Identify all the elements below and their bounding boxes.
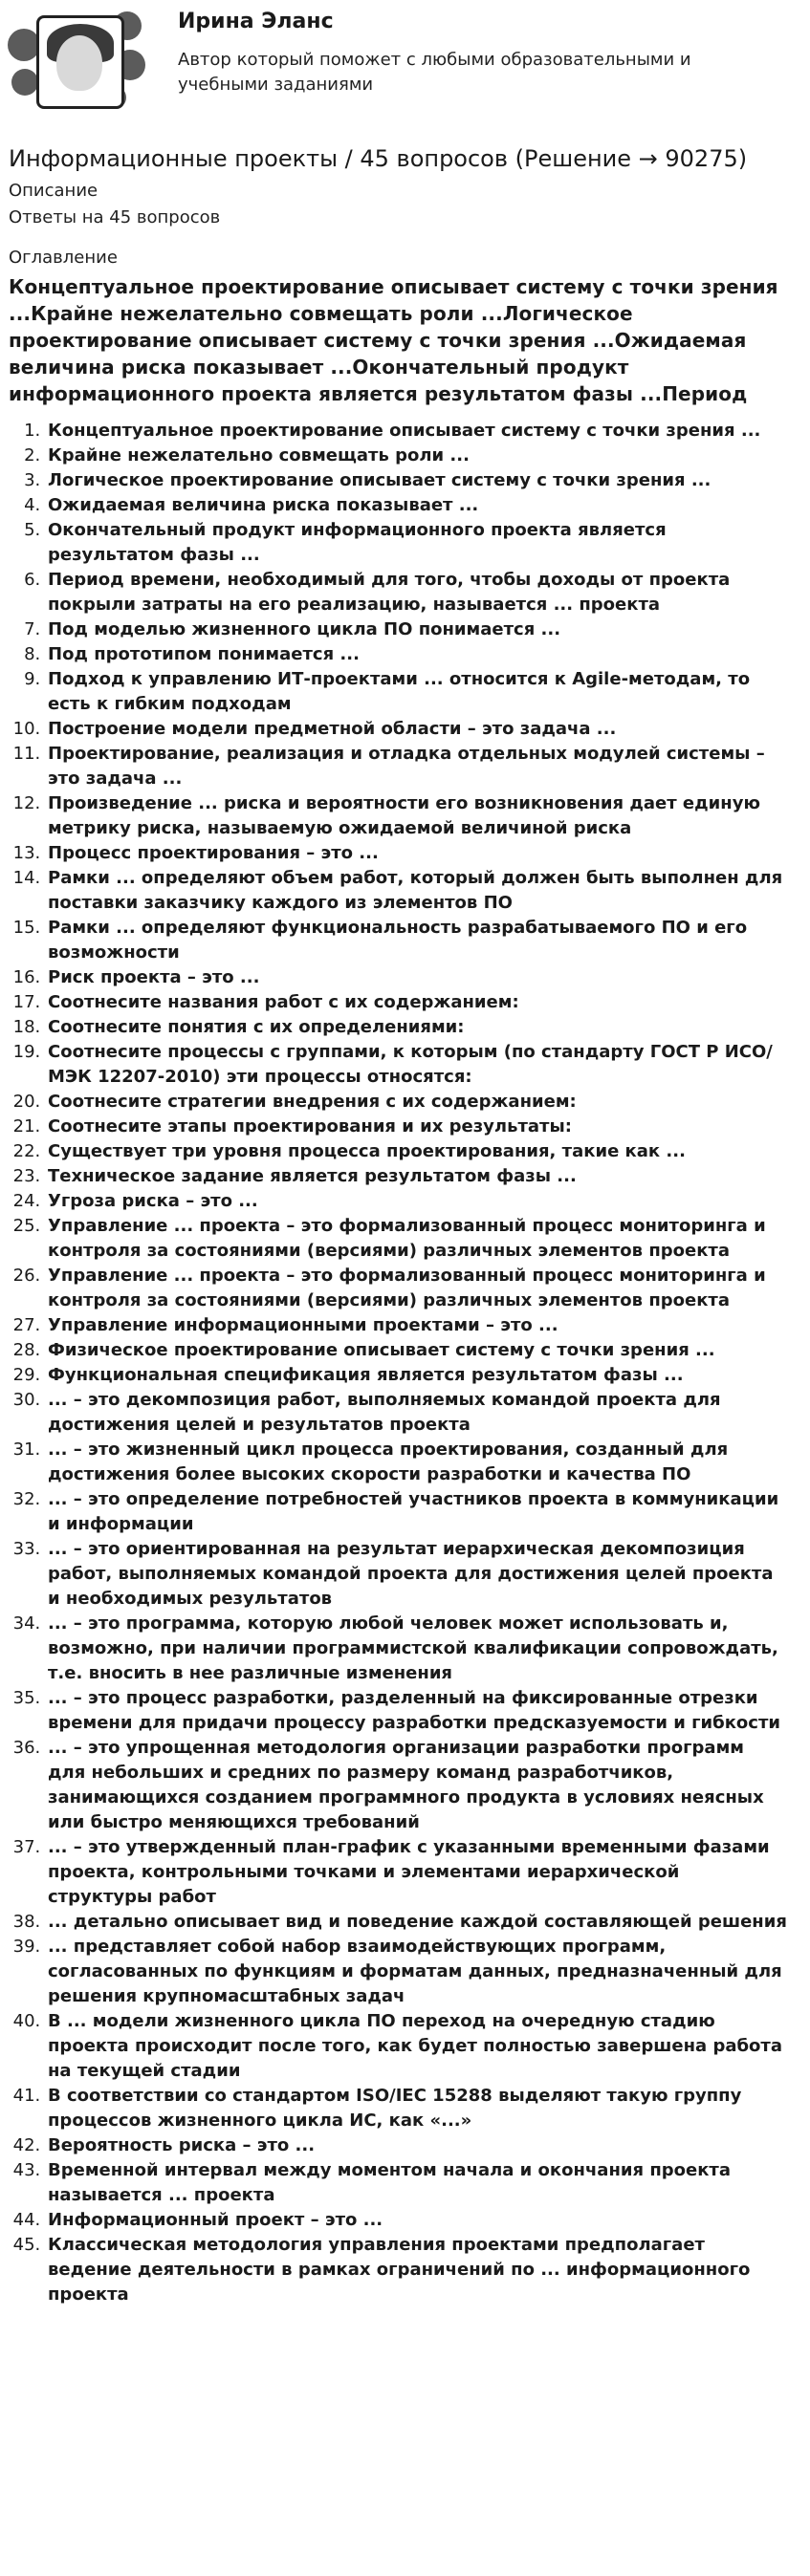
list-item: 37. ... – это утвержденный план-график с указанными временными фазами проекта, контрольными точками и элементами иерархической структуры работ	[46, 1835, 787, 1910]
toc-summary: Концептуальное проектирование описывает систему с точки зрения ...Крайне нежелательно совмещать роли ...Логическое проектирование описывает систему с точки зрения ...Ожидаемая величина риска показывает ...Окончательный продукт информационного проекта является результатом фазы ...Период	[9, 275, 778, 405]
list-item: 15. Рамки ... определяют функциональность разрабатываемого ПО и его возможности	[46, 916, 787, 965]
list-item: 18. Соотнесите понятия с их определениями:	[46, 1015, 787, 1040]
list-item: 10. Построение модели предметной области – это задача ...	[46, 717, 787, 742]
list-item: 40. В ... модели жизненного цикла ПО переход на очередную стадию проекта происходит после того, как будет полностью завершена работа на текущей стадии	[46, 2009, 787, 2084]
list-item: 33. ... – это ориентированная на результат иерархическая декомпозиция работ, выполняемых командой проекта для достижения целей проекта и необходимых результатов	[46, 1537, 787, 1612]
list-item: 34. ... – это программа, которую любой человек может использовать и, возможно, при наличии программистской квалификации сопровождать, т.е. вносить в нее различные изменения	[46, 1612, 787, 1686]
list-item: 31. ... – это жизненный цикл процесса проектирования, созданный для достижения более высоких скорости разработки и качества ПО	[46, 1438, 787, 1487]
author-description: Автор который поможет с любыми образовательными и учебными заданиями	[178, 50, 691, 95]
list-item: 43. Временной интервал между моментом начала и окончания проекта называется ... проекта	[46, 2158, 787, 2208]
list-item: 6. Период времени, необходимый для того, чтобы доходы от проекта покрыли затраты на его реализацию, называется ... проекта	[46, 568, 787, 617]
list-item: 45. Классическая методология управления проектами предполагает ведение деятельности в рамках ограничений по ... информационного проекта	[46, 2233, 787, 2307]
list-item: 16. Риск проекта – это ...	[46, 965, 787, 990]
list-item: 8. Под прототипом понимается ...	[46, 642, 787, 667]
list-item: 21. Соотнесите этапы проектирования и их результаты:	[46, 1115, 787, 1139]
list-item: 28. Физическое проектирование описывает систему с точки зрения ...	[46, 1338, 787, 1363]
list-item: 12. Произведение ... риска и вероятности его возникновения дает единую метрику риска, называемую ожидаемой величиной риска	[46, 791, 787, 841]
list-item: 36. ... – это упрощенная методология организации разработки программ для небольших и средних по размеру команд разработчиков, занимающихся созданием программного продукта в условиях неясных или быстро меняющихся требований	[46, 1736, 787, 1835]
gear-icon	[8, 29, 40, 61]
author-card	[0, 0, 810, 134]
list-item: 5. Окончательный продукт информационного проекта является результатом фазы ...	[46, 518, 787, 568]
list-item: 17. Соотнесите названия работ с их содержанием:	[46, 990, 787, 1015]
author-name[interactable]: Ирина Эланс	[178, 10, 334, 33]
list-item: 23. Техническое задание является результатом фазы ...	[46, 1164, 787, 1189]
question-list	[0, 419, 810, 2307]
toc-label: Оглавление	[9, 248, 118, 268]
page-title: Информационные проекты / 45 вопросов (Решение → 90275)	[9, 145, 748, 172]
list-item: 3. Логическое проектирование описывает систему с точки зрения ...	[46, 468, 787, 493]
list-item: 26. Управление ... проекта – это формализованный процесс мониторинга и контроля за состояниями (версиями) различных элементов проекта	[46, 1264, 787, 1313]
list-item: 38. ... детально описывает вид и поведение каждой составляющей решения	[46, 1910, 787, 1935]
list-item: 22. Существует три уровня процесса проектирования, такие как ...	[46, 1139, 787, 1164]
list-item: 44. Информационный проект – это ...	[46, 2208, 787, 2233]
list-item: 39. ... представляет собой набор взаимодействующих программ, согласованных по функциям и форматам данных, предназначенный для решения крупномасштабных задач	[46, 1935, 787, 2009]
description-label: Описание	[9, 181, 99, 201]
list-item: 24. Угроза риска – это ...	[46, 1189, 787, 1214]
list-item: 4. Ожидаемая величина риска показывает ...	[46, 493, 787, 518]
list-item: 19. Соотнесите процессы с группами, к которым (по стандарту ГОСТ Р ИСО/МЭК 12207-2010) эти процессы относятся:	[46, 1040, 787, 1090]
list-item: 41. В соответствии со стандартом ISO/IEC 15288 выделяют такую группу процессов жизненного цикла ИС, как «...»	[46, 2084, 787, 2133]
list-item: 9. Подход к управлению ИТ-проектами ... относится к Agile-методам, то есть к гибким подходам	[46, 667, 787, 717]
list-item: 7. Под моделью жизненного цикла ПО понимается ...	[46, 617, 787, 642]
gear-icon	[11, 69, 38, 96]
list-item: 29. Функциональная спецификация является результатом фазы ...	[46, 1363, 787, 1388]
avatar[interactable]	[8, 8, 146, 113]
list-item: 32. ... – это определение потребностей участников проекта в коммуникации и информации	[46, 1487, 787, 1537]
list-item: 2. Крайне нежелательно совмещать роли ...	[46, 444, 787, 468]
list-item: 13. Процесс проектирования – это ...	[46, 841, 787, 866]
list-item: 25. Управление ... проекта – это формализованный процесс мониторинга и контроля за состояниями (версиями) различных элементов проекта	[46, 1214, 787, 1264]
list-item: 30. ... – это декомпозиция работ, выполняемых командой проекта для достижения целей и результатов проекта	[46, 1388, 787, 1438]
avatar-photo-icon	[36, 15, 124, 109]
list-item: 20. Соотнесите стратегии внедрения с их содержанием:	[46, 1090, 787, 1115]
list-item: 35. ... – это процесс разработки, разделенный на фиксированные отрезки времени для придачи процессу разработки предсказуемости и гибкости	[46, 1686, 787, 1736]
list-item: 1. Концептуальное проектирование описывает систему с точки зрения ...	[46, 419, 787, 444]
description-value: Ответы на 45 вопросов	[9, 207, 221, 227]
list-item: 14. Рамки ... определяют объем работ, который должен быть выполнен для поставки заказчику каждого из элементов ПО	[46, 866, 787, 916]
list-item: 42. Вероятность риска – это ...	[46, 2133, 787, 2158]
list-item: 27. Управление информационными проектами – это ...	[46, 1313, 787, 1338]
list-item: 11. Проектирование, реализация и отладка отдельных модулей системы – это задача ...	[46, 742, 787, 791]
